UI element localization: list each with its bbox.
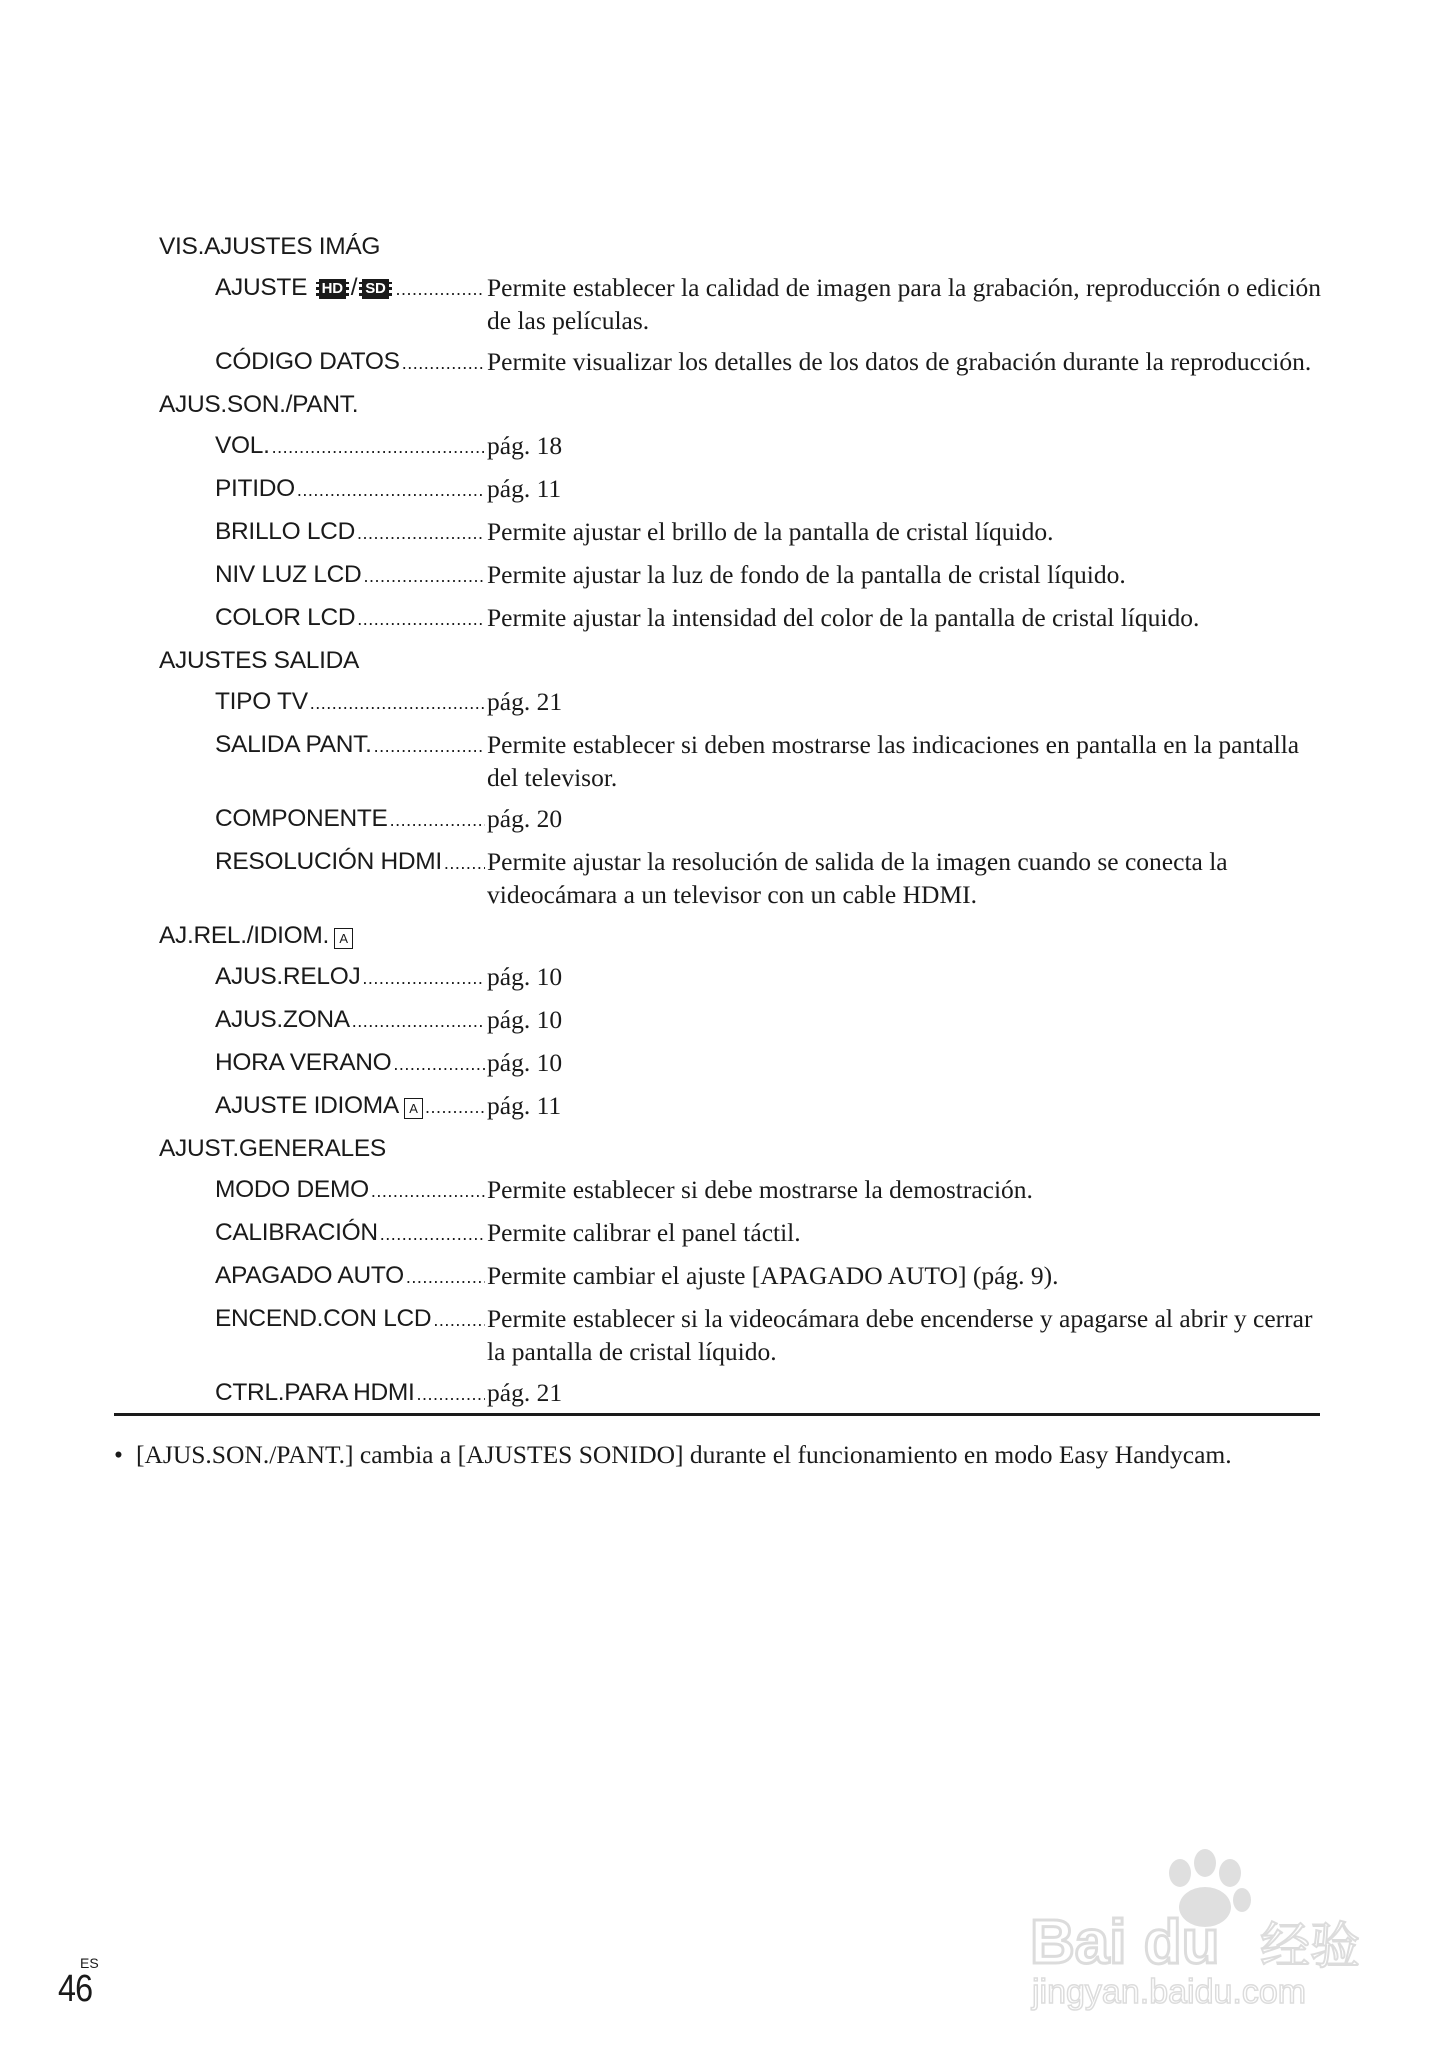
setting-name <box>215 1003 350 1036</box>
dot-leader <box>357 517 485 550</box>
sd-quality-icon: SD <box>359 279 391 299</box>
setting-entry <box>215 681 1324 724</box>
setting-description: pág. 18 <box>487 431 563 460</box>
setting-label <box>215 802 485 837</box>
setting-description: Permite establecer si la videocámara debe encenderse y apagarse al abrir y cerrar la pantalla de cristal líquido. <box>487 1304 1313 1366</box>
setting-name-text: VOL. <box>215 432 270 459</box>
setting-entry <box>215 267 1324 341</box>
setting-description: Permite establecer si debe mostrarse la demostración. <box>487 1175 1033 1204</box>
footnote <box>114 1438 1234 1471</box>
setting-label <box>215 345 485 380</box>
setting-name-text: COLOR LCD <box>215 604 356 631</box>
setting-entry <box>215 554 1324 597</box>
dot-leader <box>396 273 486 306</box>
setting-description: Permite establecer la calidad de imagen para la grabación, reproducción o edición de las películas. <box>487 273 1322 335</box>
dot-leader <box>380 1218 485 1251</box>
dot-leader <box>425 1091 485 1124</box>
baidu-watermark <box>1030 1845 1370 2015</box>
section-title-text: AJUST.GENERALES <box>159 1135 386 1162</box>
dot-leader <box>374 730 485 763</box>
setting-label <box>215 472 485 507</box>
setting-label <box>215 558 485 593</box>
setting-entry <box>215 1255 1324 1298</box>
setting-description: pág. 11 <box>487 474 562 503</box>
setting-name-text: RESOLUCIÓN HDMI <box>215 848 442 875</box>
section-title-text: AJ.REL./IDIOM. <box>159 922 330 949</box>
bullet-icon: • <box>114 1440 123 1469</box>
section-title <box>159 915 1324 956</box>
setting-entry <box>215 511 1324 554</box>
setting-description: pág. 10 <box>487 962 563 991</box>
dot-leader <box>444 847 485 880</box>
setting-description: Permite ajustar el brillo de la pantalla de cristal líquido. <box>487 517 1054 546</box>
setting-name <box>215 1089 423 1122</box>
setting-entry <box>215 468 1324 511</box>
setting-description: Permite ajustar la luz de fondo de la pantalla de cristal líquido. <box>487 560 1126 589</box>
setting-name-text: CTRL.PARA HDMI <box>215 1379 415 1406</box>
setting-description: Permite calibrar el panel táctil. <box>487 1218 801 1247</box>
section-title-text: AJUS.SON./PANT. <box>159 391 359 418</box>
setting-name <box>215 1302 431 1335</box>
setting-entry <box>215 724 1324 798</box>
setting-label <box>215 515 485 550</box>
dot-leader <box>352 1005 485 1038</box>
setting-entry <box>215 1042 1324 1085</box>
setting-label <box>215 1376 485 1411</box>
setting-description: Permite ajustar la intensidad del color de la pantalla de cristal líquido. <box>487 603 1200 632</box>
page-number: 46 <box>58 1968 93 2010</box>
setting-label <box>215 1003 485 1038</box>
setting-name <box>215 345 400 378</box>
setting-entry <box>215 1372 1324 1415</box>
setting-name-text: AJUS.ZONA <box>215 1006 350 1033</box>
setting-name-text: NIV LUZ LCD <box>215 561 362 588</box>
language-icon: A <box>334 928 353 949</box>
setting-entry <box>215 798 1324 841</box>
setting-name <box>215 558 361 591</box>
setting-entry <box>215 1298 1324 1372</box>
setting-label <box>215 271 485 306</box>
setting-name-text: HORA VERANO <box>215 1049 392 1076</box>
dot-leader <box>402 347 485 380</box>
setting-label <box>215 960 485 995</box>
page-language-code: ES <box>80 1955 99 1971</box>
setting-description: Permite establecer si deben mostrarse las indicaciones en pantalla en la pantalla del televisor. <box>487 730 1300 792</box>
setting-name-text: AJUS.RELOJ <box>215 963 361 990</box>
setting-description: Permite visualizar los detalles de los datos de grabación durante la reproducción. <box>487 347 1312 376</box>
setting-name-text: CÓDIGO DATOS <box>215 348 400 375</box>
dot-leader <box>433 1304 485 1337</box>
paw-icon <box>1169 1849 1251 1927</box>
setting-name-text: AJUSTE <box>215 274 308 301</box>
language-icon: A <box>404 1098 423 1119</box>
dot-leader <box>406 1261 485 1294</box>
setting-name <box>215 601 355 634</box>
setting-description: pág. 20 <box>487 804 563 833</box>
setting-description: pág. 10 <box>487 1048 563 1077</box>
section-title-text: VIS.AJUSTES IMÁG <box>159 233 381 260</box>
setting-label <box>215 1302 485 1337</box>
footnote-text: [AJUS.SON./PANT.] cambia a [AJUSTES SONIDO] durante el funcionamiento en modo Easy Handycam. <box>136 1440 1232 1469</box>
setting-entry <box>215 341 1324 384</box>
setting-label <box>215 728 485 763</box>
setting-description: pág. 21 <box>487 687 563 716</box>
setting-label <box>215 429 485 464</box>
setting-name-text: MODO DEMO <box>215 1176 369 1203</box>
setting-entry <box>215 999 1324 1042</box>
setting-entry <box>215 841 1324 915</box>
dot-leader <box>371 1175 485 1208</box>
setting-entry <box>215 1169 1324 1212</box>
setting-name-text: ENCEND.CON LCD <box>215 1305 432 1332</box>
setting-label <box>215 601 485 636</box>
setting-label <box>215 1046 485 1081</box>
setting-description: Permite cambiar el ajuste [APAGADO AUTO] (pág. 9). <box>487 1261 1059 1290</box>
setting-name <box>215 802 388 835</box>
setting-name <box>215 1173 369 1206</box>
dot-leader <box>362 962 485 995</box>
setting-name <box>215 515 355 548</box>
setting-label <box>215 1089 485 1124</box>
dot-leader <box>310 687 485 720</box>
setting-name <box>215 1259 404 1292</box>
section-title <box>159 1128 1324 1169</box>
setting-entry <box>215 1212 1324 1255</box>
section-title-text: AJUSTES SALIDA <box>159 647 360 674</box>
watermark-brand: Bai du <box>1030 1908 1220 1977</box>
section-title <box>159 640 1324 681</box>
setting-name <box>215 271 394 304</box>
setting-name <box>215 960 360 993</box>
setting-label <box>215 685 485 720</box>
setting-label <box>215 1259 485 1294</box>
setting-name <box>215 472 295 505</box>
setting-name-text: AJUSTE IDIOMA <box>215 1092 399 1119</box>
setting-description: pág. 21 <box>487 1378 563 1407</box>
setting-name <box>215 1216 378 1249</box>
dot-leader <box>390 804 485 837</box>
section-title <box>159 226 1324 267</box>
section-title <box>159 384 1324 425</box>
setting-label <box>215 845 485 880</box>
dot-leader <box>357 603 485 636</box>
setting-name-text: SALIDA PANT. <box>215 731 372 758</box>
setting-name-text: TIPO TV <box>215 688 308 715</box>
hd-quality-icon: HD <box>316 279 349 299</box>
dot-leader <box>393 1048 485 1081</box>
setting-name-text: BRILLO LCD <box>215 518 355 545</box>
setting-name <box>215 429 270 462</box>
setting-name <box>215 685 308 718</box>
setting-description: pág. 11 <box>487 1091 562 1120</box>
setting-label <box>215 1216 485 1251</box>
setting-entry <box>215 597 1324 640</box>
setting-description: Permite ajustar la resolución de salida de la imagen cuando se conecta la videocámara a un televisor con un cable HDMI. <box>487 847 1228 909</box>
badge-separator: / <box>350 274 358 301</box>
dot-leader <box>363 560 485 593</box>
setting-name <box>215 1376 415 1409</box>
setting-name <box>215 1046 391 1079</box>
dot-leader <box>417 1378 485 1411</box>
setting-name <box>215 728 372 761</box>
section-divider <box>114 1413 1320 1416</box>
setting-name-text: CALIBRACIÓN <box>215 1219 378 1246</box>
settings-list <box>114 226 1324 1415</box>
setting-name <box>215 845 442 878</box>
setting-name-text: APAGADO AUTO <box>215 1262 404 1289</box>
dot-leader <box>297 474 485 507</box>
watermark-suffix: 经验 <box>1260 1917 1360 1975</box>
setting-entry <box>215 956 1324 999</box>
setting-name-text: COMPONENTE <box>215 805 388 832</box>
watermark-url: jingyan.baidu.com <box>1032 1973 1307 2011</box>
setting-entry <box>215 425 1324 468</box>
setting-label <box>215 1173 485 1208</box>
setting-name-text: PITIDO <box>215 475 295 502</box>
setting-description: pág. 10 <box>487 1005 563 1034</box>
setting-entry <box>215 1085 1324 1128</box>
dot-leader <box>272 431 485 464</box>
